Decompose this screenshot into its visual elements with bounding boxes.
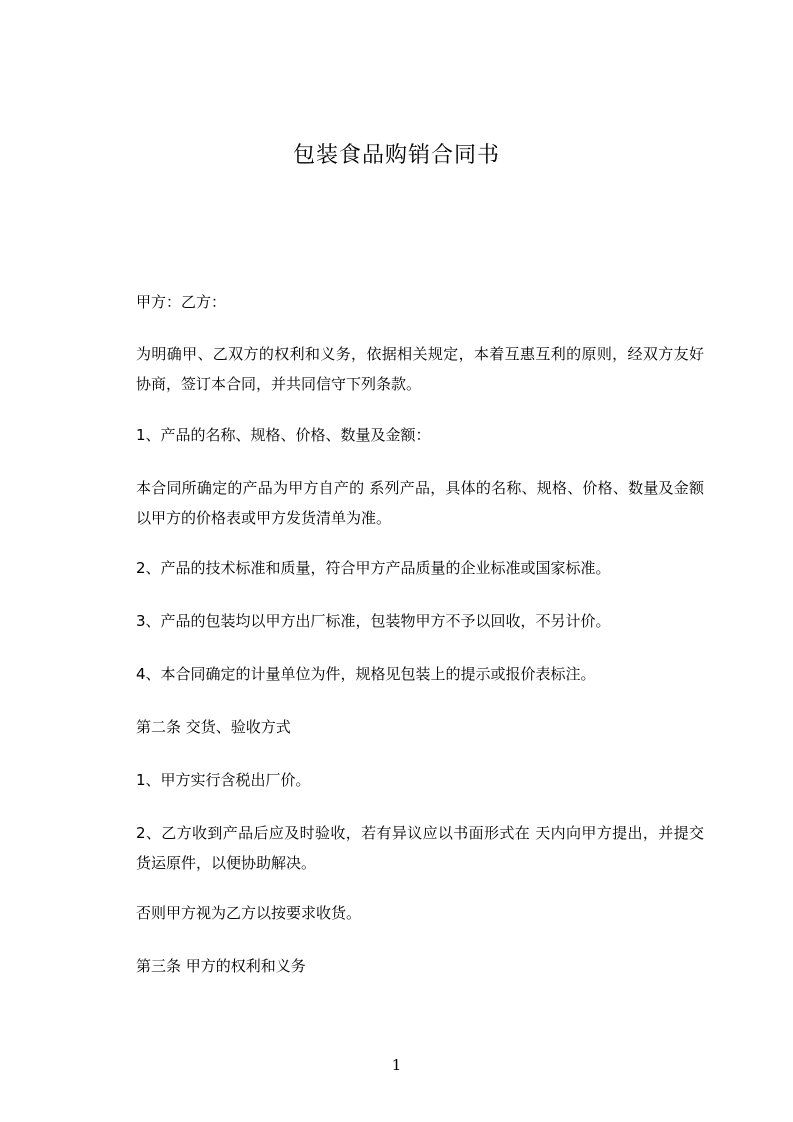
paragraph-parties: 甲方：乙方： — [136, 293, 227, 311]
paragraph-clause-3: 3、产品的包装均以甲方出厂标准，包装物甲方不予以回收，不另计价。 — [136, 612, 611, 630]
paragraph-clause-2: 2、产品的技术标准和质量，符合甲方产品质量的企业标准或国家标准。 — [136, 559, 611, 577]
page-number: 1 — [391, 1056, 402, 1074]
section-heading-article-2: 第二条 交货、验收方式 — [136, 718, 291, 736]
document-title: 包装食品购销合同书 — [292, 143, 500, 168]
paragraph-clause-1: 1、产品的名称、规格、价格、数量及金额： — [136, 426, 431, 444]
paragraph-product-scope: 本合同所确定的产品为甲方自产的 系列产品，具体的名称、规格、价格、数量及金额以甲方的价格表或甲方发货清单为准。 — [136, 479, 704, 527]
section-heading-article-3: 第三条 甲方的权利和义务 — [136, 957, 306, 975]
paragraph-delivery-1: 1、甲方实行含税出厂价。 — [136, 771, 311, 789]
paragraph-preamble: 为明确甲、乙双方的权利和义务，依据相关规定，本着互惠互利的原则，经双方友好协商，签订本合同，并共同信守下列条款。 — [136, 345, 704, 393]
paragraph-delivery-2: 2、乙方收到产品后应及时验收，若有异议应以书面形式在 天内向甲方提出，并提交货运原件，以便协助解决。 — [136, 824, 704, 872]
paragraph-acceptance: 否则甲方视为乙方以按要求收货。 — [136, 904, 362, 922]
paragraph-clause-4: 4、本合同确定的计量单位为件，规格见包装上的提示或报价表标注。 — [136, 665, 596, 683]
